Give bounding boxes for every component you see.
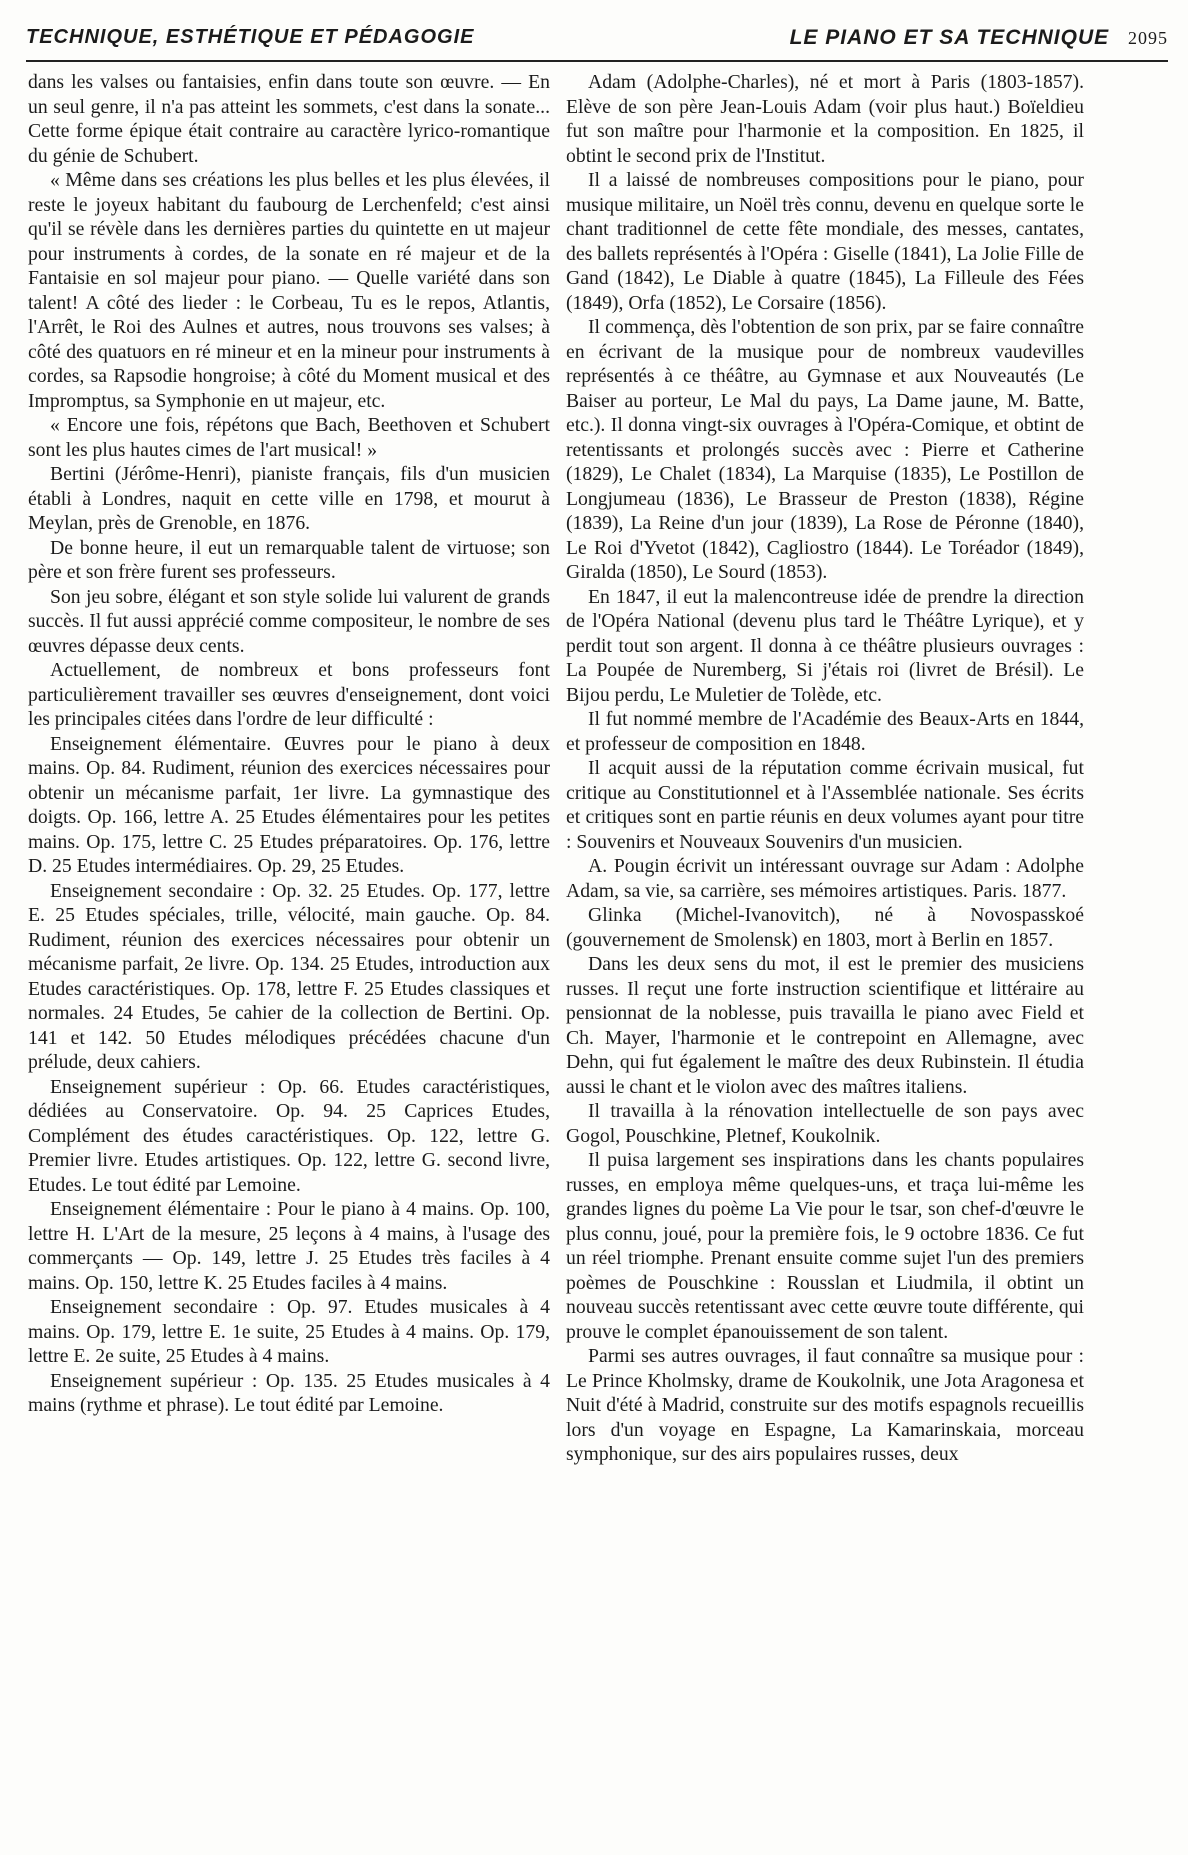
paragraph: A. Pougin écrivit un intéressant ouvrage sur Adam : Adolphe Adam, sa vie, sa carrière, ses mémoires artistiques. Paris. 1877. [566, 855, 1084, 902]
left-column [28, 70, 550, 1418]
header-right-title: LE PIANO ET SA TECHNIQUE [789, 26, 1110, 49]
section-paragraph: Enseignement secondaire : Op. 97. Etudes musicales à 4 mains. Op. 179, lettre E. 1e suite, 25 Etudes à 4 mains. Op. 179, lettre E. 2e suite, 25 Etudes à 4 mains. [28, 1296, 550, 1367]
header-left-title: TECHNIQUE, ESTHÉTIQUE ET PÉDAGOGIE [26, 26, 475, 48]
paragraph: Il acquit aussi de la réputation comme écrivain musical, fut critique au Constitutionnel et à l'Assemblée nationale. Ses écrits et critiques sont en partie réunis en deux volumes ayant pour titre : Souvenirs et Nouveaux Souvenirs d'un musicien. [566, 757, 1084, 853]
paragraph: Il commença, dès l'obtention de son prix, par se faire connaître en écrivant de la musique pour de nombreux vaudevilles représentés à ce théâtre, au Gymnase et aux Nouveautés (Le Baiser au porteur, Le Mal du pays, La Dame jaune, M. Batte, etc.). Il donna vingt-six ouvrages à l'Opéra-Comique, et obtint de retentissants et prolongés succès avec : Pierre et Catherine (1829), Le Chalet (1834), La Marquise (1835), Le Postillon de Longjumeau (1836), Le Brasseur de Preston (1838), Régine (1839), La Reine d'un jour (1839), La Rose de Péronne (1840), Le Roi d'Yvetot (1842), Cagliostro (1844). Le Toréador (1849), Giralda (1850), Le Sourd (1853). [566, 316, 1084, 583]
section-paragraph: Enseignement élémentaire : Pour le piano à 4 mains. Op. 100, lettre H. L'Art de la mesure, 25 leçons à 4 mains, à l'usage des commerçants — Op. 149, lettre J. 25 Etudes très faciles à 4 mains. Op. 150, lettre K. 25 Etudes faciles à 4 mains. [28, 1198, 550, 1294]
paragraph: Actuellement, de nombreux et bons professeurs font particulièrement travailler ses œuvres d'enseignement, dont voici les principales citées dans l'ordre de leur difficulté : [28, 659, 550, 730]
right-column [566, 70, 1084, 1467]
running-header [26, 22, 1168, 56]
paragraph: Il puisa largement ses inspirations dans les chants populaires russes, en employa même quelques-uns, et traça lui-même les grandes lignes du poème La Vie pour le tsar, son chef-d'œuvre le plus connu, joué, pour la première fois, le 9 octobre 1836. Ce fut un réel triomphe. Prenant ensuite comme sujet l'un des premiers poèmes de Pouschkine : Rousslan et Liudmila, il obtint un nouveau succès retentissant avec cette œuvre toute différente, qui prouve le complet épanouissement de son talent. [566, 1149, 1084, 1343]
paragraph: Parmi ses autres ouvrages, il faut connaître sa musique pour : Le Prince Kholmsky, drame de Koukolnik, une Jota Aragonesa et Nuit d'été à Madrid, construite sur des motifs espagnols recueillis lors d'un voyage en Espagne, La Kamarinskaia, morceau symphonique, sur des airs populaires russes, deux [566, 1345, 1084, 1465]
section-paragraph: Enseignement supérieur : Op. 135. 25 Etudes musicales à 4 mains (rythme et phrase). Le tout édité par Lemoine. [28, 1369, 550, 1416]
paragraph: dans les valses ou fantaisies, enfin dans toute son œuvre. — En un seul genre, il n'a pas atteint les sommets, c'est dans la sonate... Cette forme épique était contraire au caractère lyrico-romantique du génie de Schubert. [28, 71, 550, 167]
paragraph: « Même dans ses créations les plus belles et les plus élevées, il reste le joyeux habitant du faubourg de Lerchenfeld; c'est ainsi qu'il se révèle dans les dernières parties du quintette en ut majeur pour instruments à cordes, de la sonate en ré majeur et de la Fantaisie en sol majeur pour piano. — Quelle variété dans son talent! A côté des lieder : le Corbeau, Tu es le repos, Atlantis, l'Arrêt, le Roi des Aulnes et autres, nous trouvons ses valses; à côté des quatuors en ré mineur et en la mineur pour instruments à cordes, sa Rapsodie hongroise; à côté du Moment musical et des Impromptus, sa Symphonie en ut majeur, etc. [28, 169, 550, 412]
header-right-group [790, 26, 1168, 50]
paragraph: Il fut nommé membre de l'Académie des Beaux-Arts en 1844, et professeur de composition en 1848. [566, 708, 1084, 755]
paragraph: Glinka (Michel-Ivanovitch), né à Novospasskoé (gouvernement de Smolensk) en 1803, mort à Berlin en 1857. [566, 904, 1084, 951]
paragraph: En 1847, il eut la malencontreuse idée de prendre la direction de l'Opéra National (devenu plus tard le Théâtre Lyrique), et y perdit tout son argent. Il donna à ce théâtre plusieurs ouvrages : La Poupée de Nuremberg, Si j'étais roi (livret de Brésil). Le Bijou perdu, Le Muletier de Tolède, etc. [566, 585, 1084, 706]
section-paragraph: Enseignement supérieur : Op. 66. Etudes caractéristiques, dédiées au Conservatoire. Op. 94. 25 Caprices Etudes, Complément des études caractéristiques. Op. 122, lettre G. Premier livre. Etudes artistiques. Op. 122, lettre G. second livre, Etudes. Le tout édité par Lemoine. [28, 1075, 550, 1196]
paragraph: Il travailla à la rénovation intellectuelle de son pays avec Gogol, Pouschkine, Pletnef, Koukolnik. [566, 1100, 1084, 1147]
paragraph: Bertini (Jérôme-Henri), pianiste français, fils d'un musicien établi à Londres, naquit en cette ville en 1798, et mourut à Meylan, près de Grenoble, en 1876. [28, 463, 550, 534]
paragraph: Adam (Adolphe-Charles), né et mort à Paris (1803-1857). Elève de son père Jean-Louis Adam (voir plus haut.) Boïeldieu fut son maître pour l'harmonie et la composition. En 1825, il obtint le second prix de l'Institut. [566, 71, 1084, 167]
paragraph: Il a laissé de nombreuses compositions pour le piano, pour musique militaire, un Noël très connu, devenu en quelque sorte le chant traditionnel de cette fête mondiale, des messes, cantates, des ballets représentés à l'Opéra : Giselle (1841), La Jolie Fille de Gand (1842), Le Diable à quatre (1845), La Filleule des Fées (1849), Orfa (1852), Le Corsaire (1856). [566, 169, 1084, 314]
page-number: 2095 [1128, 28, 1168, 48]
paragraph: Son jeu sobre, élégant et son style solide lui valurent de grands succès. Il fut aussi apprécié comme compositeur, le nombre de ses œuvres dépasse deux cents. [28, 585, 550, 657]
section-paragraph: Enseignement secondaire : Op. 32. 25 Etudes. Op. 177, lettre E. 25 Etudes spéciales, trille, vélocité, main gauche. Op. 84. Rudiment, réunion des exercices nécessaires pour obtenir un mécanisme parfait, 2e livre. Op. 134. 25 Etudes, introduction aux Etudes caractéristiques. Op. 178, lettre F. 25 Etudes classiques et normales. 24 Etudes, 5e cahier de la collection de Bertini. Op. 141 et 142. 50 Etudes mélodiques précédées chacune d'un prélude, deux cahiers. [28, 879, 550, 1073]
paragraph: Dans les deux sens du mot, il est le premier des musiciens russes. Il reçut une forte instruction scientifique et littéraire au pensionnat de la noblesse, puis travailla le piano avec Field et Ch. Mayer, l'harmonie et le contrepoint en Allemagne, avec Dehn, qui fut également le maître des deux Rubinstein. Il étudia aussi le chant et le violon avec des maîtres italiens. [566, 953, 1084, 1098]
header-rule [26, 60, 1168, 62]
section-paragraph: Enseignement élémentaire. Œuvres pour le piano à deux mains. Op. 84. Rudiment, réunion des exercices nécessaires pour obtenir un mécanisme parfait, 1er livre. La gymnastique des doigts. Op. 166, lettre A. 25 Etudes élémentaires pour les petites mains. Op. 175, lettre C. 25 Etudes préparatoires. Op. 176, lettre D. 25 Etudes intermédiaires. Op. 29, 25 Etudes. [28, 732, 550, 877]
paragraph: « Encore une fois, répétons que Bach, Beethoven et Schubert sont les plus hautes cimes de l'art musical! » [28, 414, 550, 461]
paragraph: De bonne heure, il eut un remarquable talent de virtuose; son père et son frère furent ses professeurs. [28, 536, 550, 583]
